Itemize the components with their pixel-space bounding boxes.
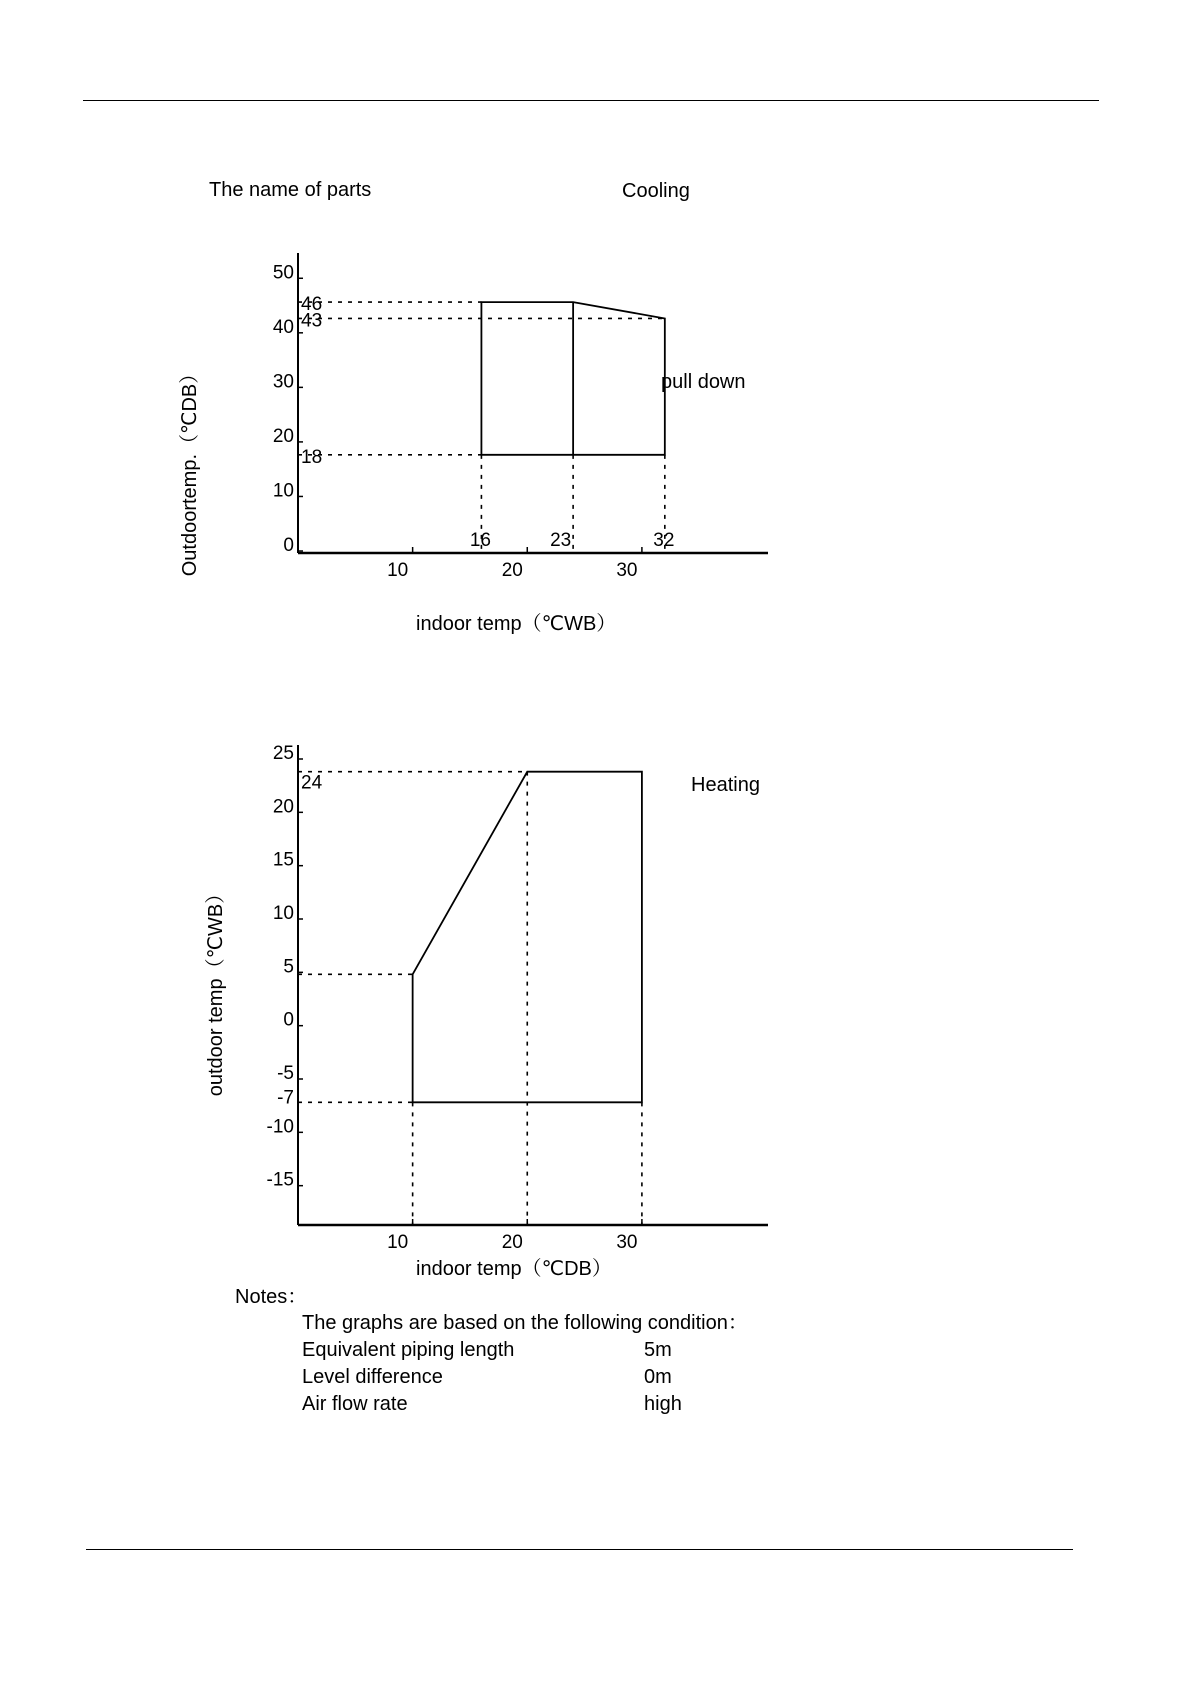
heating-x-axis-title: indoor temp（℃DB） xyxy=(416,1258,612,1280)
y-tick-label: 0 xyxy=(283,1009,294,1031)
heating-y-axis-title: outdoor temp（℃WB） xyxy=(205,883,227,1097)
notes-row-label: Air flow rate xyxy=(302,1393,408,1415)
cooling-y-axis-title: Outdoortemp.（℃DB） xyxy=(179,363,201,577)
notes-row-label: Level difference xyxy=(302,1366,443,1388)
x-tick-label: 10 xyxy=(387,1232,409,1253)
marked-x-label: 23 xyxy=(550,530,572,551)
y-tick-label: 25 xyxy=(272,743,294,764)
marked-y-label: -7 xyxy=(277,1087,294,1109)
marked-y-label: 43 xyxy=(301,310,323,332)
y-tick-label: 15 xyxy=(272,849,294,871)
y-tick-label: 10 xyxy=(272,480,294,502)
cooling-mode-label: Cooling xyxy=(622,180,690,202)
notes-row-value: 5m xyxy=(644,1339,672,1361)
notes-row-value: high xyxy=(644,1393,682,1415)
heating-mode-label: Heating xyxy=(691,774,760,796)
x-tick-label: 20 xyxy=(501,560,523,581)
marked-y-label: 46 xyxy=(301,294,323,316)
y-tick-label: 20 xyxy=(272,425,294,447)
y-tick-label: 5 xyxy=(283,956,294,978)
notes-condition: The graphs are based on the following condition： xyxy=(302,1312,748,1334)
y-tick-label: -5 xyxy=(277,1063,294,1084)
notes-row-value: 0m xyxy=(644,1366,672,1388)
x-tick-label: 20 xyxy=(501,1232,523,1253)
marked-y-label: 24 xyxy=(301,772,323,794)
x-tick-label: 10 xyxy=(387,560,409,581)
marked-y-label: 18 xyxy=(301,446,323,468)
x-tick-label: 30 xyxy=(616,1232,638,1253)
y-tick-label: 50 xyxy=(272,262,294,284)
cooling-x-axis-title: indoor temp（℃WB） xyxy=(416,613,617,635)
footer-rule xyxy=(86,1549,1073,1550)
marked-x-label: 16 xyxy=(469,530,491,551)
marked-x-label: 32 xyxy=(653,530,675,551)
y-tick-label: 30 xyxy=(272,371,294,393)
notes-heading: Notes： xyxy=(235,1286,308,1308)
notes-row-label: Equivalent piping length xyxy=(302,1339,515,1361)
y-tick-label: 10 xyxy=(272,903,294,924)
y-tick-label: 20 xyxy=(272,796,294,818)
cooling-region-label: pull down xyxy=(661,371,746,393)
y-tick-label: -15 xyxy=(266,1169,294,1191)
y-tick-label: 0 xyxy=(283,535,294,556)
section-title: The name of parts xyxy=(209,179,372,201)
y-tick-label: -10 xyxy=(266,1116,294,1138)
y-tick-label: 40 xyxy=(272,316,294,338)
x-tick-label: 30 xyxy=(616,560,638,581)
